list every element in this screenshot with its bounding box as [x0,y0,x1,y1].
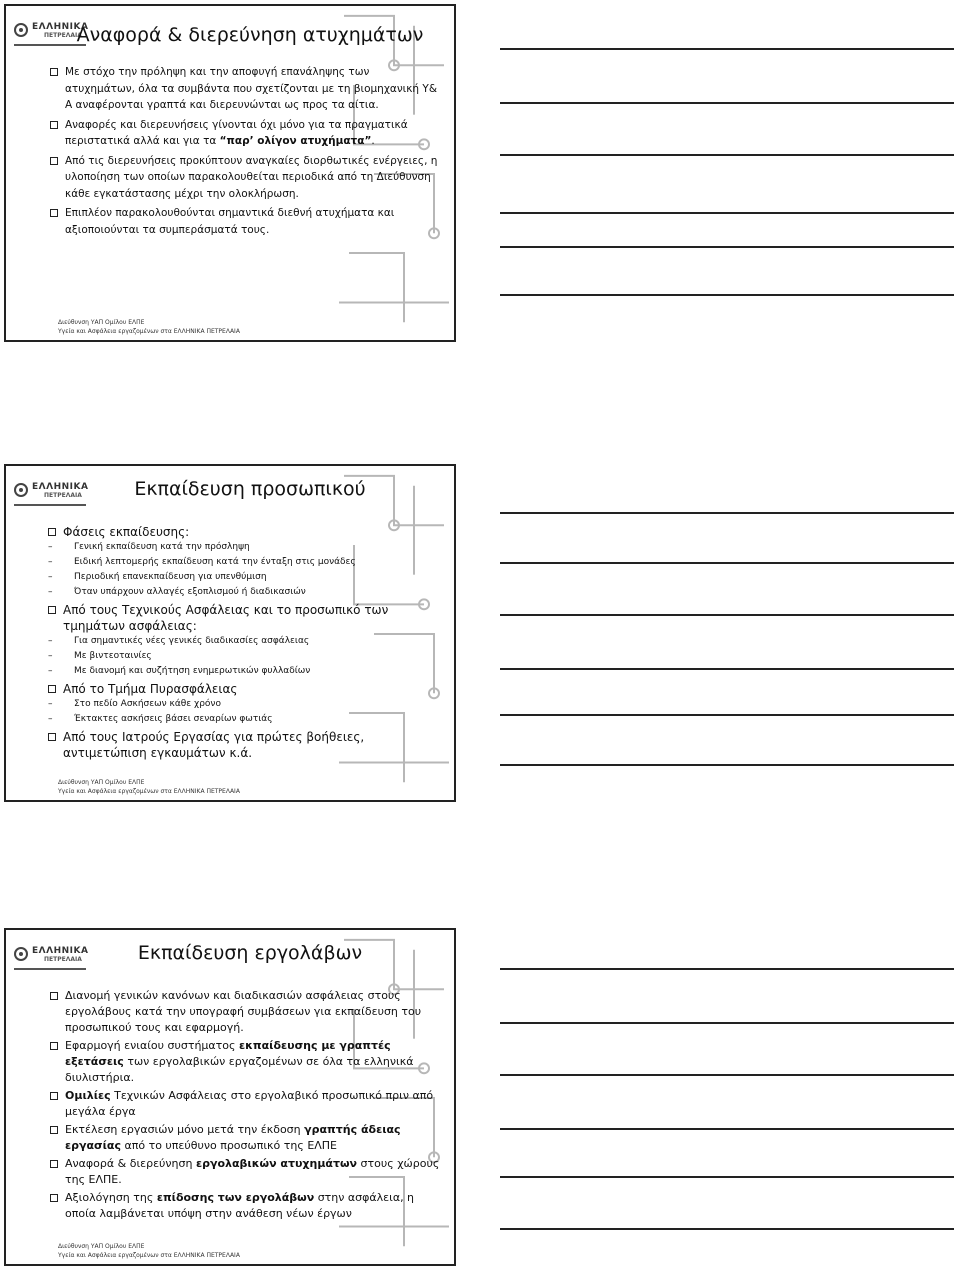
bullet-item: Με στόχο την πρόληψη και την αποφυγή επανάληψης των ατυχημάτων, όλα τα συμβάντα που σχετίζονται με τη βιομηχανική Υ& Α αναφέρονται γραπτά και διερευνώνται ως προς τα αίτια. [50,64,442,114]
note-line [500,668,954,670]
logo-brand-name: ΕΛΛΗΝΙΚΑ [32,482,89,492]
sub-item: – Με διανομή και συζήτηση ενημερωτικών φυλλαδίων [48,666,311,676]
checkbox-bullet-icon [48,606,56,614]
logo-mark-icon [14,483,28,497]
note-line [500,764,954,766]
slide-staff-training [4,464,456,802]
slide-title: Αναφορά & διερεύνηση ατυχημάτων [76,24,424,46]
bullet-item: Επιπλέον παρακολουθούνται σημαντικά διεθνή ατυχήματα και αξιοποιούνται τα συμπεράσματά τους. [50,205,442,238]
slide-footer: Διεύθυνση ΥΑΠ Ομίλου ΕΛΠΕ Υγεία και Ασφάλεια εργαζομένων στα ΕΛΛΗΝΙΚΑ ΠΕΤΡΕΛΑΙΑ [58,319,240,335]
checkbox-bullet-icon [50,157,58,165]
sub-item: – Με βιντεοταινίες [48,651,152,661]
logo-brand-sub: ΠΕΤΡΕΛΑΙΑ [44,956,82,963]
sub-item: – Όταν υπάρχουν αλλαγές εξοπλισμού ή διαδικασιών [48,587,306,597]
note-line [500,562,954,564]
note-line [500,614,954,616]
note-line [500,1228,954,1230]
note-line [500,1022,954,1024]
slide-body [48,522,442,761]
slide-title: Εκπαίδευση εργολάβων [137,942,363,964]
checkbox-bullet-icon [50,1160,58,1168]
checkbox-bullet-icon [50,68,58,76]
checkbox-bullet-icon [48,528,56,536]
bullet-item: Αναφορά & διερεύνηση εργολαβικών ατυχημάτων στους χώρους της ΕΛΠΕ. [50,1156,442,1188]
note-line [500,212,954,214]
checkbox-bullet-icon [50,1092,58,1100]
checkbox-bullet-icon [50,1194,58,1202]
slide-footer: Διεύθυνση ΥΑΠ Ομίλου ΕΛΠΕ Υγεία και Ασφάλεια εργαζομένων στα ΕΛΛΗΝΙΚΑ ΠΕΤΡΕΛΑΙΑ [58,1243,240,1259]
note-line [500,1176,954,1178]
bullet-item: Ομιλίες Τεχνικών Ασφάλειας στο εργολαβικό προσωπικό πριν από μεγάλα έργα [50,1088,442,1120]
checkbox-bullet-icon [50,209,58,217]
sub-item: – Στο πεδίο Ασκήσεων κάθε χρόνο [48,699,221,709]
note-line [500,512,954,514]
bullet-item: Διανομή γενικών κανόνων και διαδικασιών ασφάλειας στους εργολάβους κατά την υπογραφή συμβάσεων για εκπαίδευση του προσωπικού τους και εφαρμογή. [50,988,442,1036]
note-line [500,102,954,104]
logo-mark-icon [14,947,28,961]
checkbox-bullet-icon [50,1042,58,1050]
note-line [500,246,954,248]
slide-body [50,64,442,241]
bullet-item: Εφαρμογή ενιαίου συστήματος εκπαίδευσης με γραπτές εξετάσεις των εργολαβικών εργαζομένων σε όλα τα ελληνικά διυλιστήρια. [50,1038,442,1086]
section-heading: Φάσεις εκπαίδευσης: [48,524,442,540]
note-line [500,714,954,716]
slide-footer: Διεύθυνση ΥΑΠ Ομίλου ΕΛΠΕ Υγεία και Ασφάλεια εργαζομένων στα ΕΛΛΗΝΙΚΑ ΠΕΤΡΕΛΑΙΑ [58,779,240,795]
bullet-item: Από τις διερευνήσεις προκύπτουν αναγκαίες διορθωτικές ενέργειες, η υλοποίηση των οποίων παρακολουθείται περιοδικά από τη Διεύθυνση κάθε εγκατάστασης μέχρι την ολοκλήρωση. [50,153,442,203]
note-line [500,48,954,50]
slide-accident-reporting [4,4,456,342]
note-line [500,154,954,156]
note-line [500,1128,954,1130]
bullet-item: Εκτέλεση εργασιών μόνο μετά την έκδοση γραπτής άδειας εργασίας από το υπεύθυνο προσωπικό της ΕΛΠΕ [50,1122,442,1154]
logo-mark-icon [14,23,28,37]
slide-contractor-training [4,928,456,1266]
checkbox-bullet-icon [50,992,58,1000]
logo-brand-name: ΕΛΛΗΝΙΚΑ [32,946,89,956]
checkbox-bullet-icon [48,685,56,693]
sub-item: – Περιοδική επανεκπαίδευση για υπενθύμιση [48,572,267,582]
bullet-item: Αξιολόγηση της επίδοσης των εργολάβων στην ασφάλεια, η οποία λαμβάνεται υπόψη στην ανάθεση νέων έργων [50,1190,442,1222]
slide-body [50,988,442,1224]
logo-brand-name: ΕΛΛΗΝΙΚΑ [32,22,89,32]
checkbox-bullet-icon [48,733,56,741]
section-heading: Από τους Ιατρούς Εργασίας για πρώτες βοήθειες, αντιμετώπιση εγκαυμάτων κ.ά. [48,729,442,761]
checkbox-bullet-icon [50,121,58,129]
sub-item: – Για σημαντικές νέες γενικές διαδικασίες ασφάλειας [48,636,310,646]
checkbox-bullet-icon [50,1126,58,1134]
section-heading: Από τους Τεχνικούς Ασφάλειας και το προσωπικό των τμημάτων ασφάλειας: [48,602,442,634]
note-line [500,294,954,296]
slide-title: Εκπαίδευση προσωπικού [134,478,366,500]
sub-item: – Ειδική λεπτομερής εκπαίδευση κατά την ένταξη στις μονάδες [48,557,356,567]
sub-item: – Γενική εκπαίδευση κατά την πρόσληψη [48,542,250,552]
bullet-item: Αναφορές και διερευνήσεις γίνονται όχι μόνο για τα πραγματικά περιστατικά αλλά και για τα “παρ’ ολίγον ατυχήματα”. [50,117,442,150]
logo-brand-sub: ΠΕΤΡΕΛΑΙΑ [44,32,82,39]
note-line [500,1074,954,1076]
logo-brand-sub: ΠΕΤΡΕΛΑΙΑ [44,492,82,499]
sub-item: – Έκτακτες ασκήσεις βάσει σεναρίων φωτιάς [48,714,273,724]
section-heading: Από το Τμήμα Πυρασφάλειας [48,681,442,697]
note-line [500,968,954,970]
